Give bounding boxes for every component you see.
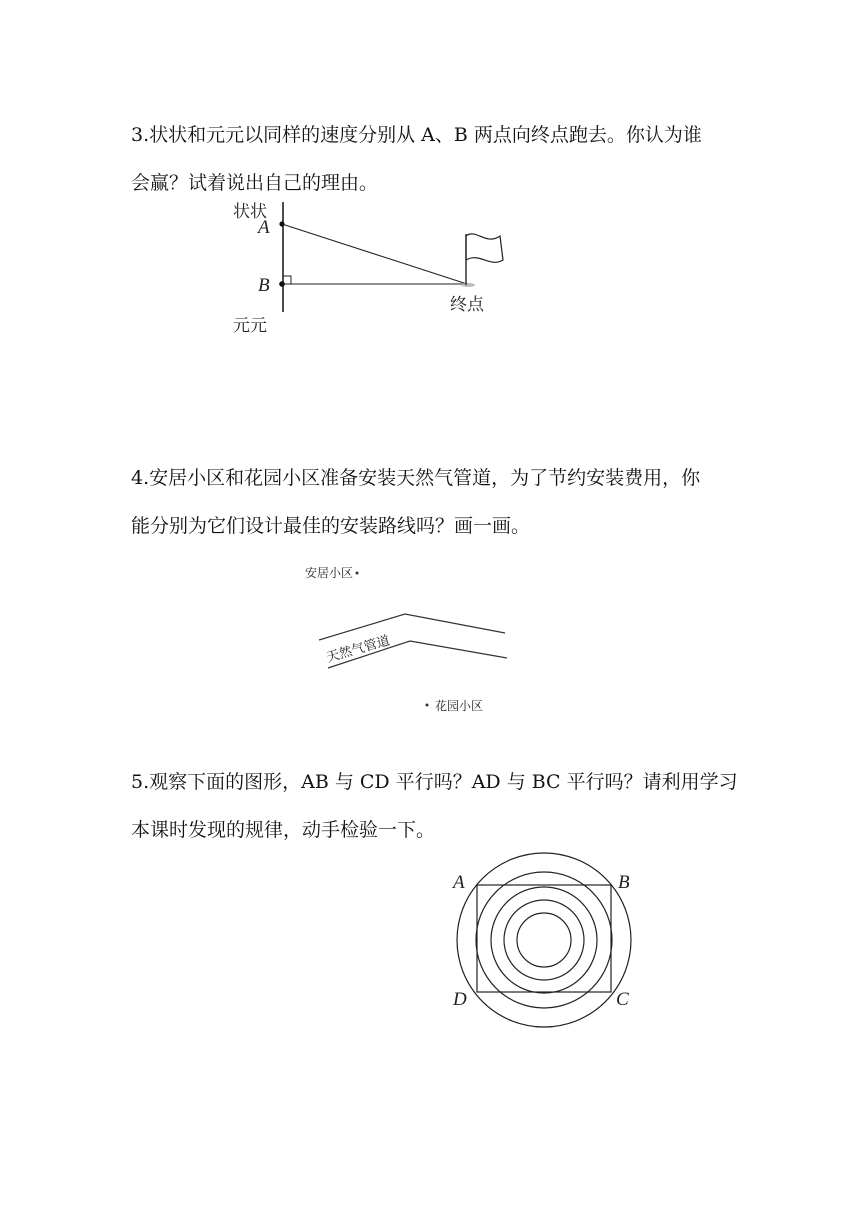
- rectangle-abcd: [477, 885, 611, 992]
- label-vertex-c: C: [616, 989, 629, 1010]
- question-3-line-1: 3.状状和元元以同样的速度分别从 A、B 两点向终点跑去。你认为谁: [131, 124, 702, 146]
- label-yuanyuan: 元元: [233, 316, 267, 336]
- question-4-line-1: 4.安居小区和花园小区准备安装天然气管道，为了节约安装费用，你: [131, 467, 701, 489]
- label-vertex-b: B: [618, 872, 630, 893]
- label-point-a: A: [258, 217, 270, 238]
- label-huayuan-community: 花园小区: [435, 699, 484, 713]
- question-5-line-1: 5.观察下面的图形，AB 与 CD 平行吗？AD 与 BC 平行吗？请利用学习: [131, 771, 738, 793]
- label-vertex-d: D: [453, 989, 467, 1010]
- label-finish: 终点: [450, 295, 484, 315]
- question-5-line-2: 本课时发现的规律，动手检验一下。: [131, 819, 436, 841]
- label-gas-pipe: 天然气管道: [324, 633, 392, 666]
- question-3-line-2: 会赢？试着说出自己的理由。: [131, 172, 379, 194]
- label-point-b: B: [258, 275, 270, 296]
- label-anju-community: 安居小区: [305, 566, 354, 580]
- question-4-line-2: 能分别为它们设计最佳的安装路线吗？画一画。: [131, 515, 531, 537]
- label-vertex-a: A: [453, 872, 465, 893]
- label-zhuangzhuang: 状状: [233, 202, 267, 222]
